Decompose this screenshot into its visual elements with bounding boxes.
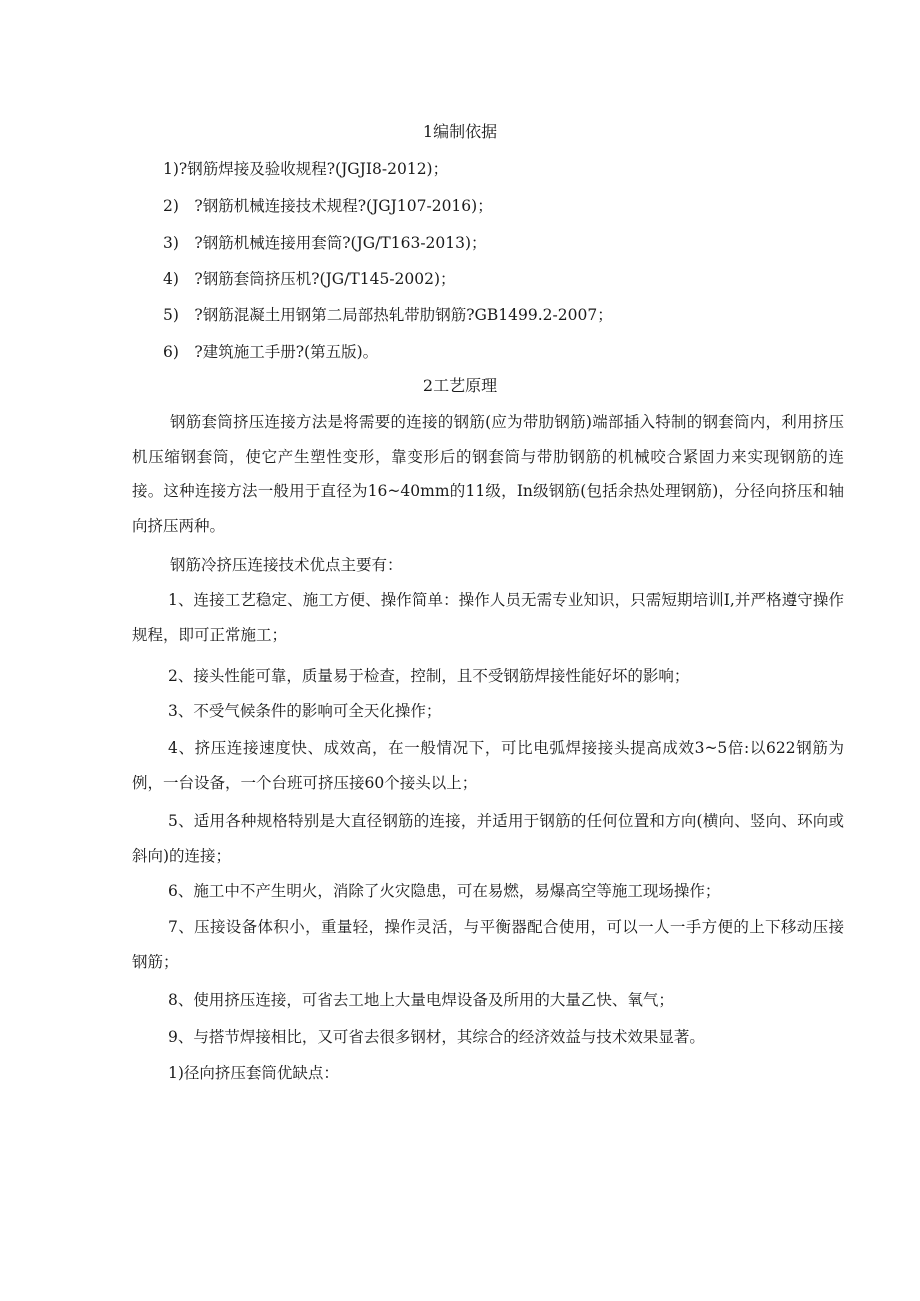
advantage-item-5: 5、适用各种规格特别是大直径钢筋的连接，并适用于钢筋的任何位置和方向(横向、竖向、环向或斜向)的连接； <box>132 812 844 865</box>
advantages-title: 钢筋冷挤压连接技术优点主要有： <box>170 556 403 574</box>
advantage-item-6: 6、施工中不产生明火，消除了火灾隐患，可在易燃，易爆高空等施工现场操作； <box>168 882 721 900</box>
intro-paragraph: 钢筋套筒挤压连接方法是将需要的连接的钢筋(应为带肋钢筋)端部插入特制的钢套筒内，利用挤压机压缩钢套筒，使它产生塑性变形，靠变形后的钢套筒与带肋钢筋的机械咬合紧固力来实现钢筋的连接。这种连接方法一般用于直径为16~40mm的11级，In级钢筋(包括余热处理钢筋)，分径向挤压和轴向挤压两种。 <box>132 413 844 535</box>
reference-item-6: 6) ?建筑施工手册?(第五版)。 <box>163 343 379 361</box>
advantage-item-8: 8、使用挤压连接，可省去工地上大量电焊设备及所用的大量乙快、氧气； <box>168 991 674 1009</box>
advantage-item-2: 2、接头性能可靠，质量易于检查，控制，且不受钢筋焊接性能好坏的影响； <box>168 667 690 685</box>
reference-item-4: 4) ?钢筋套筒挤压机?(JG/T145-2002)； <box>163 270 456 288</box>
reference-item-2: 2) ?钢筋机械连接技术规程?(JGJ107-2016)； <box>163 197 493 215</box>
advantage-item-1: 1、连接工艺稳定、施工方便、操作简单：操作人员无需专业知识，只需短期培训I,并严格遵守操作规程，即可正常施工； <box>132 591 844 644</box>
section-2-title: 2工艺原理 <box>422 376 498 395</box>
advantage-item-7: 7、压接设备体积小，重量轻，操作灵活，与平衡器配合使用，可以一人一手方便的上下移动压接钢筋； <box>132 918 844 971</box>
section-1-title: 1编制依据 <box>422 122 498 141</box>
advantage-item-9: 9、与搭节焊接相比，又可省去很多钢材，其综合的经济效益与技术效果显著。 <box>168 1028 705 1046</box>
reference-item-1: 1)?钢筋焊接及验收规程?(JGJI8-2012)； <box>163 160 449 178</box>
advantage-item-4: 4、挤压连接速度快、成效高，在一般情况下，可比电弧焊接接头提高成效3~5倍:以622钢筋为例，一台设备，一个台班可挤压接60个接头以上； <box>132 739 844 792</box>
radial-sleeve-subheading: 1)径向挤压套筒优缺点： <box>168 1064 339 1082</box>
reference-item-3: 3) ?钢筋机械连接用套筒?(JG/T163-2013)； <box>163 234 487 252</box>
reference-item-5: 5) ?钢筋混凝土用钢第二局部热轧带肋钢筋?GB1499.2-2007； <box>163 306 613 324</box>
advantage-item-3: 3、不受气候条件的影响可全天化操作； <box>168 702 442 720</box>
